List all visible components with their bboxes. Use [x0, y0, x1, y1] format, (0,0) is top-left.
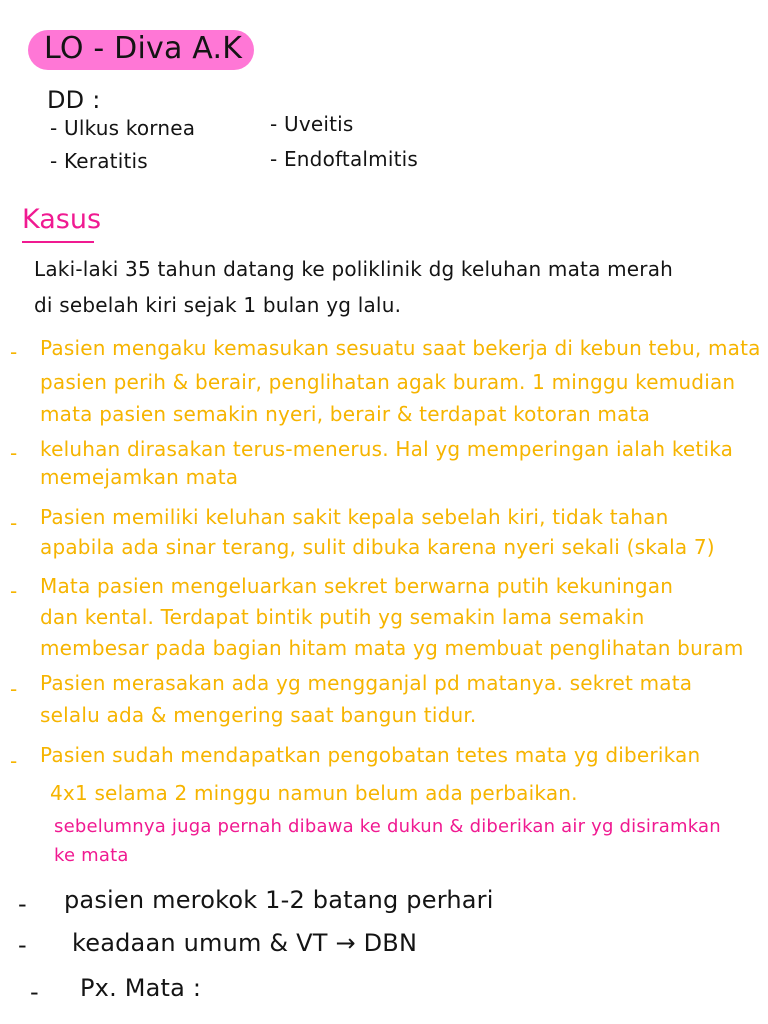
yellow-bullet-1-line-2: pasien perih & berair, penglihatan agak buram. 1 minggu kemudian — [40, 370, 736, 394]
dd-right-item-1: - Uveitis — [270, 112, 354, 136]
yellow-bullet-4-line-3: membesar pada bagian hitam mata yg membuat penglihatan buram — [40, 636, 744, 660]
yellow-bullet-1-line-3: mata pasien semakin nyeri, berair & terdapat kotoran mata — [40, 402, 651, 426]
yellow-bullet-6-dash: - — [10, 749, 18, 773]
yellow-bullet-5-dash: - — [10, 677, 18, 701]
dd-right-item-2: - Endoftalmitis — [270, 147, 419, 171]
pink-note-line-1: sebelumnya juga pernah dibawa ke dukun & diberikan air yg disiramkan — [54, 816, 721, 837]
yellow-bullet-1-dash: - — [10, 340, 18, 364]
yellow-bullet-3-line-1: Pasien memiliki keluhan sakit kepala sebelah kiri, tidak tahan — [40, 505, 669, 529]
pink-note-line-2: ke mata — [54, 845, 129, 866]
yellow-bullet-4-line-2: dan kental. Terdapat bintik putih yg semakin lama semakin — [40, 605, 645, 629]
dd-label: DD : — [47, 86, 101, 114]
yellow-bullet-4-dash: - — [10, 579, 18, 603]
yellow-bullet-5-line-1: Pasien merasakan ada yg mengganjal pd matanya. sekret mata — [40, 671, 693, 695]
kasus-intro-line-1: Laki-laki 35 tahun datang ke poliklinik dg keluhan mata merah — [34, 257, 674, 281]
yellow-bullet-4-line-1: Mata pasien mengeluarkan sekret berwarna putih kekuningan — [40, 574, 674, 598]
yellow-bullet-2-line-2: memejamkan mata — [40, 465, 239, 489]
bottom-item-1: pasien merokok 1-2 batang perhari — [64, 886, 494, 914]
yellow-bullet-1-line-1: Pasien mengaku kemasukan sesuatu saat bekerja di kebun tebu, mata — [40, 336, 761, 360]
yellow-bullet-2-line-1: keluhan dirasakan terus-menerus. Hal yg memperingan ialah ketika — [40, 437, 734, 461]
yellow-bullet-5-line-2: selalu ada & mengering saat bangun tidur. — [40, 703, 477, 727]
bottom-item-3-dash: - — [30, 978, 39, 1006]
yellow-bullet-6-line-2: 4x1 selama 2 minggu namun belum ada perbaikan. — [50, 781, 578, 805]
bottom-item-1-dash: - — [18, 890, 27, 918]
page-title: LO - Diva A.K — [44, 31, 243, 66]
dd-left-item-2: - Keratitis — [50, 149, 148, 173]
bottom-item-2: keadaan umum & VT → DBN — [72, 929, 418, 957]
bottom-item-2-dash: - — [18, 931, 27, 959]
bottom-item-3: Px. Mata : — [80, 974, 202, 1002]
section-title-kasus-underline — [22, 241, 94, 243]
kasus-intro-line-2: di sebelah kiri sejak 1 bulan yg lalu. — [34, 293, 402, 317]
dd-left-item-1: - Ulkus kornea — [50, 116, 196, 140]
yellow-bullet-3-dash: - — [10, 511, 18, 535]
section-title-kasus: Kasus — [22, 204, 102, 235]
yellow-bullet-3-line-2: apabila ada sinar terang, sulit dibuka karena nyeri sekali (skala 7) — [40, 535, 715, 559]
yellow-bullet-2-dash: - — [10, 441, 18, 465]
yellow-bullet-6-line-1: Pasien sudah mendapatkan pengobatan tetes mata yg diberikan — [40, 743, 701, 767]
